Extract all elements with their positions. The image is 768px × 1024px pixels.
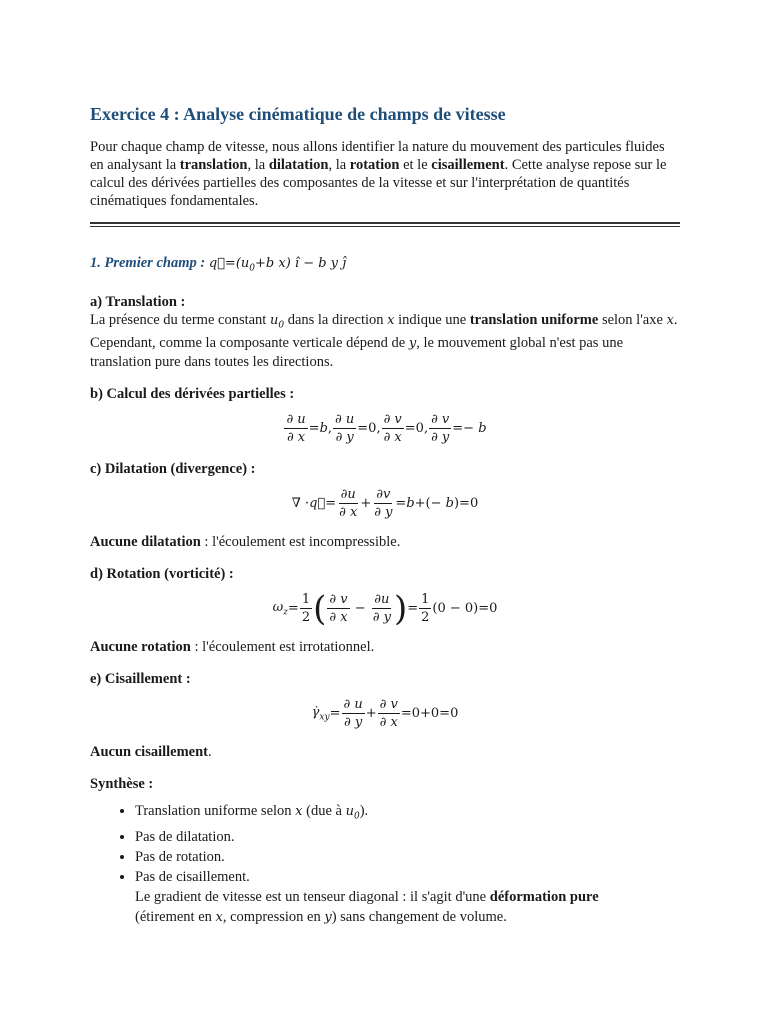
derivatives-equation: $\frac{\partial u}{\partial x}$ = b , $\frac{\partial u}{\partial y}$ =0, $\frac{\partial v}{\partial x}$ =0, $\frac{\partial v}{\partial y}$ =− b (286, 412, 487, 446)
exercise-title: Exercice 4 : Analyse cinématique de champs de vitesse (90, 104, 506, 124)
synthesis-block (90, 775, 680, 928)
section-heading-1: 1. Premier champ : $q⃗=(u_0+b$ x) î − b y ĵ (90, 255, 347, 274)
list-item: • Pas de dilatation. (135, 827, 680, 847)
dilatation-block (90, 460, 680, 551)
rotation-result: Aucune rotation : l'écoulement est irrotationnel. (90, 639, 375, 656)
section-divider (90, 222, 680, 227)
derivatives-heading: b) Calcul des dérivées partielles : (90, 386, 295, 403)
velocity-field-formula: $q⃗=(u_0+b$ x) î − b y ĵ (208, 256, 347, 274)
list-item: • Pas de rotation. (135, 847, 680, 867)
translation-block (90, 293, 680, 372)
translation-heading: a) Translation : (90, 293, 186, 310)
vorticity-equation: $\omega_z$ = $\frac{1}{2}$ ( $\frac{\partial v}{\partial x}$ − $\frac{\partial u}{\partial y}$ ) = $\frac{1}{2}$ (0 − 0)=0 (272, 588, 498, 629)
translation-text: La présence du terme constant $u_0$ dans la direction x indique une translation uniforme selon l'axe x. Cependant, comme la composante verticale dépend de y, le mouvement global n'est pas une translation pure dans toutes les directions. (90, 311, 678, 371)
derivatives-block (90, 385, 680, 446)
shear-block (90, 670, 680, 761)
dilatation-heading: c) Dilatation (divergence) : (90, 461, 256, 478)
dilatation-result: Aucune dilatation : l'écoulement est incompressible. (90, 534, 401, 551)
rotation-heading: d) Rotation (vorticité) : (90, 566, 234, 583)
rotation-block (90, 565, 680, 656)
list-item: • Translation uniforme selon x (due à $u_0$). (135, 801, 680, 827)
shear-equation: $\gammȧ_{xy}$ = $\frac{\partial u}{\partial y}$ + $\frac{\partial v}{\partial x}$ =0+0=0 (311, 697, 459, 731)
synthesis-heading: Synthèse : (90, 776, 154, 793)
shear-result: Aucun cisaillement. (90, 744, 212, 761)
list-item: • Pas de cisaillement. Le gradient de vitesse est un tenseur diagonal : il s'agit d'une déformation pure (étirement en x, compression en y) sans changement de volume. (135, 867, 680, 928)
document-content (90, 100, 680, 928)
intro-paragraph: Pour chaque champ de vitesse, nous allons identifier la nature du mouvement des particules fluides en analysant la translation, la dilatation, la rotation et le cisaillement. Cette analyse repose sur le calcul des dérivées partielles des composantes de la vitesse et sur l'interprétation de quantités cinématiques fondamentales. (90, 139, 667, 209)
shear-heading: e) Cisaillement : (90, 671, 191, 688)
synthesis-list (90, 801, 680, 928)
divergence-equation: ∇ · q⃗ = $\frac{\partial u}{\partial x}$ + $\frac{\partial v}{\partial y}$ = b +(− b )=0 (291, 487, 479, 521)
